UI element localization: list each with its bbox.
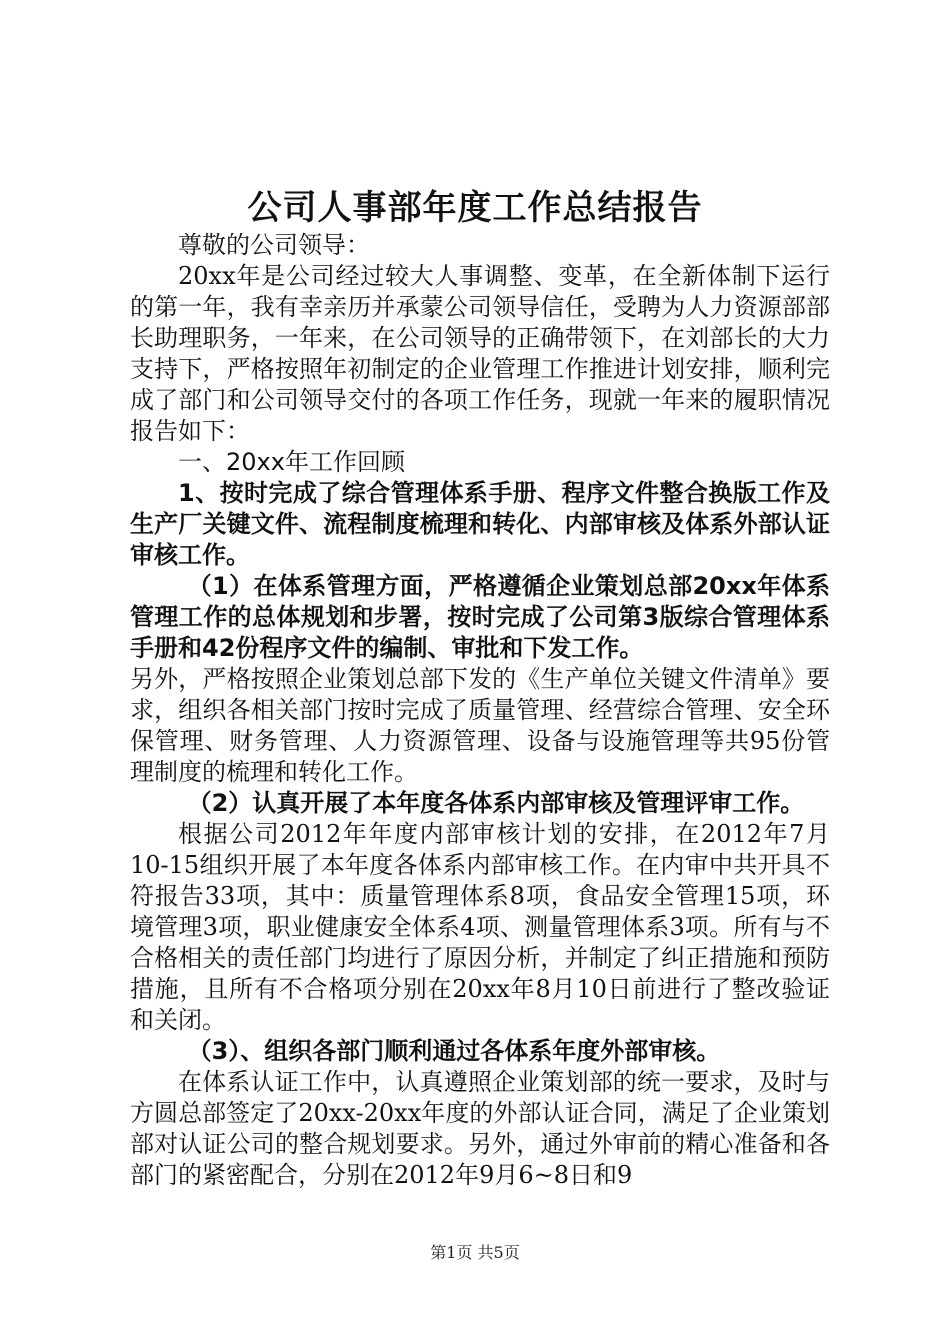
document-title: 公司人事部年度工作总结报告 [247,188,703,228]
page-footer: 第1页 共5页 [430,1243,520,1262]
subitem-3-paragraph: 在体系认证工作中，认真遵照企业策划部的统一要求，及时与方圆总部签定了20xx-20xx年度的外部认证合同，满足了企业策划部对认证公司的整合规划要求。另外，通过外审前的精心准备和各部门的紧密配合，分别在2012年9月6~8日和9 [130,1068,830,1189]
section-heading: 一、20xx年工作回顾 [178,448,405,476]
intro-paragraph: 20xx年是公司经过较大人事调整、变革，在全新体制下运行的第一年，我有幸亲历并承蒙公司领导信任，受聘为人力资源部部长助理职务，一年来，在公司领导的正确带领下，在刘部长的大力支持下，严格按照年初制定的企业管理工作推进计划安排，顺利完成了部门和公司领导交付的各项工作任务，现就一年来的履职情况报告如下： [130,262,830,445]
salutation: 尊敬的公司领导： [178,231,370,259]
subitem-3-heading: （3）、组织各部门顺利通过各体系年度外部审核。 [187,1037,721,1065]
subitem-1-paragraph: 另外，严格按照企业策划总部下发的《生产单位关键文件清单》要求，组织各相关部门按时完成了质量管理、经营综合管理、安全环保管理、财务管理、人力资源管理、设备与设施管理等共95份管理制度的梳理和转化工作。 [130,665,830,786]
subitem-2-paragraph: 根据公司2012年年度内部审核计划的安排，在2012年7月10-15组织开展了本年度各体系内部审核工作。在内审中共开具不符报告33项，其中：质量管理体系8项，食品安全管理15项，环境管理3项，职业健康安全体系4项、测量管理体系3项。所有与不合格相关的责任部门均进行了原因分析，并制定了纠正措施和预防措施，且所有不合格项分别在20xx年8月10日前进行了整改验证和关闭。 [130,820,830,1034]
document-body [130,230,830,1191]
subitem-2-heading: （2）认真开展了本年度各体系内部审核及管理评审工作。 [187,789,805,817]
item-1-heading: 1、按时完成了综合管理体系手册、程序文件整合换版工作及生产厂关键文件、流程制度梳理和转化、内部审核及体系外部认证审核工作。 [130,479,830,569]
subitem-1-heading: （1）在体系管理方面，严格遵循企业策划总部20xx年体系管理工作的总体规划和步署，按时完成了公司第3版综合管理体系手册和42份程序文件的编制、审批和下发工作。 [130,572,830,662]
